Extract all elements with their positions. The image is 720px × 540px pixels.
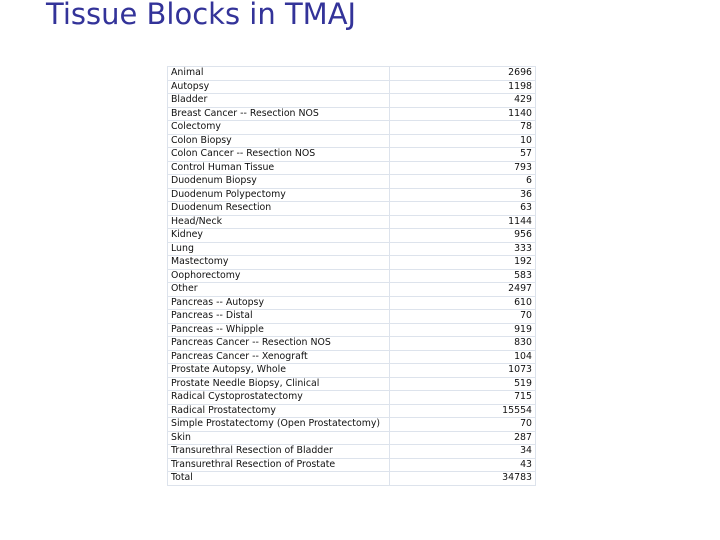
tissue-type: Other <box>168 283 390 297</box>
tissue-type: Duodenum Biopsy <box>168 175 390 189</box>
table-row <box>168 391 536 405</box>
block-count: 192 <box>390 256 536 270</box>
tissue-type: Pancreas Cancer -- Resection NOS <box>168 337 390 351</box>
block-count: 1198 <box>390 80 536 94</box>
table-row <box>168 134 536 148</box>
tissue-type: Lung <box>168 242 390 256</box>
tissue-type: Breast Cancer -- Resection NOS <box>168 107 390 121</box>
block-count: 63 <box>390 202 536 216</box>
block-count: 830 <box>390 337 536 351</box>
tissue-type: Kidney <box>168 229 390 243</box>
table-row <box>168 94 536 108</box>
block-count: 2696 <box>390 67 536 81</box>
tissue-type: Pancreas Cancer -- Xenograft <box>168 350 390 364</box>
tissue-type: Colectomy <box>168 121 390 135</box>
total-label: Total <box>168 472 390 486</box>
table-row <box>168 121 536 135</box>
block-count: 57 <box>390 148 536 162</box>
block-count: 429 <box>390 94 536 108</box>
block-count: 43 <box>390 458 536 472</box>
block-count: 1140 <box>390 107 536 121</box>
tissue-type: Head/Neck <box>168 215 390 229</box>
table-row <box>168 80 536 94</box>
block-count: 956 <box>390 229 536 243</box>
table-row <box>168 377 536 391</box>
tissue-type: Mastectomy <box>168 256 390 270</box>
table-row <box>168 242 536 256</box>
block-count: 36 <box>390 188 536 202</box>
table-row <box>168 404 536 418</box>
block-count: 287 <box>390 431 536 445</box>
tissue-type: Pancreas -- Distal <box>168 310 390 324</box>
total-count: 34783 <box>390 472 536 486</box>
tissue-type: Pancreas -- Autopsy <box>168 296 390 310</box>
table-row <box>168 418 536 432</box>
table-row <box>168 107 536 121</box>
table-row <box>168 283 536 297</box>
block-count: 1073 <box>390 364 536 378</box>
tissue-type: Bladder <box>168 94 390 108</box>
tissue-type: Oophorectomy <box>168 269 390 283</box>
tissue-blocks-table <box>167 66 536 486</box>
tissue-type: Colon Cancer -- Resection NOS <box>168 148 390 162</box>
table-row <box>168 310 536 324</box>
table-row <box>168 337 536 351</box>
block-count: 333 <box>390 242 536 256</box>
table-row <box>168 161 536 175</box>
table-row <box>168 296 536 310</box>
table-row <box>168 364 536 378</box>
table-row <box>168 229 536 243</box>
block-count: 78 <box>390 121 536 135</box>
tissue-type: Duodenum Polypectomy <box>168 188 390 202</box>
tissue-type: Transurethral Resection of Bladder <box>168 445 390 459</box>
table-row <box>168 256 536 270</box>
tissue-type: Pancreas -- Whipple <box>168 323 390 337</box>
tissue-type: Duodenum Resection <box>168 202 390 216</box>
block-count: 715 <box>390 391 536 405</box>
tissue-type: Prostate Autopsy, Whole <box>168 364 390 378</box>
tissue-type: Autopsy <box>168 80 390 94</box>
block-count: 104 <box>390 350 536 364</box>
table-row <box>168 269 536 283</box>
block-count: 1144 <box>390 215 536 229</box>
block-count: 793 <box>390 161 536 175</box>
table-row <box>168 431 536 445</box>
table-row <box>168 148 536 162</box>
table-row <box>168 188 536 202</box>
tissue-type: Skin <box>168 431 390 445</box>
block-count: 519 <box>390 377 536 391</box>
tissue-type: Colon Biopsy <box>168 134 390 148</box>
block-count: 583 <box>390 269 536 283</box>
tissue-type: Animal <box>168 67 390 81</box>
tissue-type: Prostate Needle Biopsy, Clinical <box>168 377 390 391</box>
table-row <box>168 323 536 337</box>
tissue-type: Radical Prostatectomy <box>168 404 390 418</box>
block-count: 34 <box>390 445 536 459</box>
block-count: 2497 <box>390 283 536 297</box>
table-row <box>168 350 536 364</box>
table-row-total <box>168 472 536 486</box>
block-count: 70 <box>390 418 536 432</box>
table-row <box>168 67 536 81</box>
table-row <box>168 215 536 229</box>
tissue-type: Simple Prostatectomy (Open Prostatectomy) <box>168 418 390 432</box>
block-count: 15554 <box>390 404 536 418</box>
block-count: 610 <box>390 296 536 310</box>
tissue-type: Radical Cystoprostatectomy <box>168 391 390 405</box>
table-row <box>168 175 536 189</box>
table-row <box>168 445 536 459</box>
slide-title: Tissue Blocks in TMAJ <box>46 0 357 31</box>
block-count: 919 <box>390 323 536 337</box>
block-count: 6 <box>390 175 536 189</box>
table-row <box>168 458 536 472</box>
block-count: 10 <box>390 134 536 148</box>
tissue-type: Control Human Tissue <box>168 161 390 175</box>
block-count: 70 <box>390 310 536 324</box>
tissue-type: Transurethral Resection of Prostate <box>168 458 390 472</box>
table-row <box>168 202 536 216</box>
